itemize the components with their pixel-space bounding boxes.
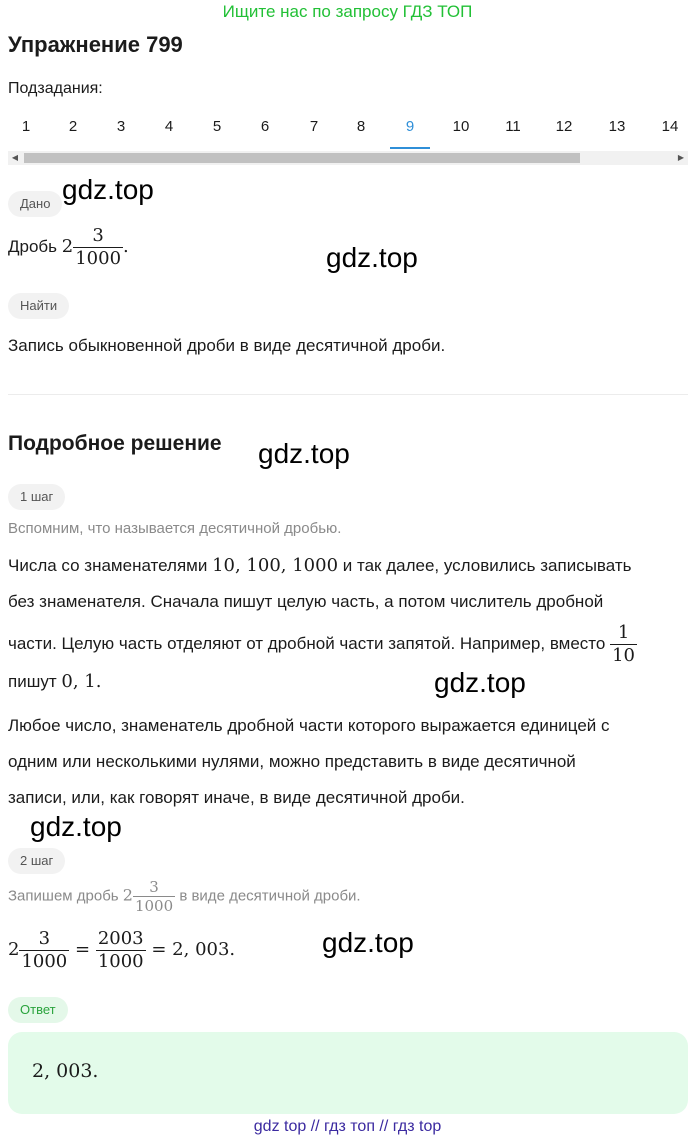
step-1-line-1 (8, 548, 688, 584)
eq-fraction-1 (19, 928, 69, 973)
given-prefix: Дробь (8, 237, 58, 256)
step-2-hint-fraction (133, 878, 175, 915)
step-1-text-b: и так далее, условились записывать (342, 556, 632, 575)
step-1-para-2-line-2: одним или несколькими нулями, можно представить в виде десятичной (8, 752, 576, 771)
given-fraction (73, 225, 123, 270)
step-2-hint-whole: 2 (122, 885, 133, 905)
example-denominator: 10 (612, 645, 635, 667)
subtasks-label: Подзадания: (8, 80, 103, 97)
footer-links[interactable]: gdz top // гдз топ // гдз top (253, 1118, 442, 1135)
step-1-hint: Вспомним, что называется десятичной дробью. (8, 520, 342, 537)
step-2-hint-a: Запишем дробь (8, 887, 119, 905)
tab-11[interactable]: 11 (505, 118, 521, 135)
tab-2[interactable]: 2 (68, 118, 78, 135)
eq-whole: 2 (8, 939, 20, 960)
tab-10[interactable]: 10 (452, 118, 470, 135)
tab-12[interactable]: 12 (555, 118, 573, 135)
step-2-hint (8, 878, 361, 915)
solution-title: Подробное решение (8, 432, 222, 455)
scroll-right-arrow-icon[interactable]: ▶ (677, 153, 685, 162)
step-1-para-2-line-1: Любое число, знаменатель дробной части которого выражается единицей с (8, 716, 610, 735)
watermark: gdz.top (322, 927, 414, 958)
given-suffix: . (123, 236, 129, 257)
active-tab-indicator (390, 147, 430, 149)
step-1-example-decimal: 0, 1 (61, 671, 96, 692)
example-numerator: 1 (610, 622, 637, 645)
answer-box (8, 1032, 688, 1114)
step-1-line-2: без знаменателя. Сначала пишут целую часть, а потом числитель дробной (8, 592, 604, 611)
step-1-line-3 (8, 620, 688, 668)
tab-8[interactable]: 8 (356, 118, 366, 135)
eq-equals-1: = (75, 939, 91, 960)
step-1-badge: 1 шаг (8, 484, 65, 510)
tab-13[interactable]: 13 (608, 118, 626, 135)
watermark: gdz.top (30, 811, 122, 842)
step-1-para-2-line-3: записи, или, как говорят иначе, в виде десятичной дроби. (8, 788, 465, 807)
watermark: gdz.top (326, 242, 418, 273)
tab-6[interactable]: 6 (260, 118, 270, 135)
find-text: Запись обыкновенной дроби в виде десятичной дроби. (8, 336, 446, 355)
eq-fraction-2 (96, 928, 146, 973)
eq-denominator-2: 1000 (97, 950, 144, 972)
tab-14[interactable]: 14 (661, 118, 679, 135)
scroll-left-arrow-icon[interactable]: ◀ (11, 153, 19, 162)
answer-value: 2, 003. (32, 1060, 99, 1082)
tab-7[interactable]: 7 (309, 118, 319, 135)
section-divider (8, 394, 688, 395)
eq-numerator-2: 2003 (97, 927, 144, 949)
tab-9[interactable]: 9 (405, 118, 415, 135)
tab-4[interactable]: 4 (164, 118, 174, 135)
watermark: gdz.top (258, 438, 350, 469)
find-badge: Найти (8, 293, 69, 319)
watermark: gdz.top (62, 174, 154, 205)
given-whole: 2 (61, 236, 74, 257)
page-title: Упражнение 799 (8, 32, 183, 57)
step-2-hint-numerator: 3 (133, 878, 175, 897)
step-1-text-c: части. Целую часть отделяют от дробной части запятой. Например, вместо (8, 634, 606, 653)
given-numerator: 3 (73, 225, 123, 248)
answer-badge: Ответ (8, 997, 68, 1023)
step-1-dot: . (95, 671, 102, 692)
subtask-tabs (0, 110, 695, 150)
promo-banner[interactable]: Ищите нас по запросу ГДЗ ТОП (222, 2, 473, 21)
step-2-hint-denominator: 1000 (134, 897, 174, 915)
eq-denominator-1: 1000 (21, 950, 68, 972)
eq-numerator-1: 3 (19, 928, 69, 951)
step-2-badge: 2 шаг (8, 848, 65, 874)
eq-result: = 2, 003. (151, 939, 236, 960)
step-1-text-a: Числа со знаменателями (8, 556, 208, 575)
scrollbar-thumb[interactable] (24, 153, 580, 163)
tabs-scrollbar[interactable] (8, 151, 688, 165)
step-2-hint-b: в виде десятичной дроби. (179, 887, 361, 905)
tab-1[interactable]: 1 (21, 118, 31, 135)
watermark: gdz.top (434, 667, 526, 698)
step-1-text-d: пишут (8, 672, 57, 691)
step-1-math-denominators: 10, 100, 1000 (212, 555, 339, 576)
example-fraction (610, 622, 637, 667)
tab-3[interactable]: 3 (116, 118, 126, 135)
given-denominator: 1000 (75, 248, 122, 270)
step-1-line-4 (8, 664, 688, 700)
tab-5[interactable]: 5 (212, 118, 222, 135)
given-badge: Дано (8, 191, 62, 217)
